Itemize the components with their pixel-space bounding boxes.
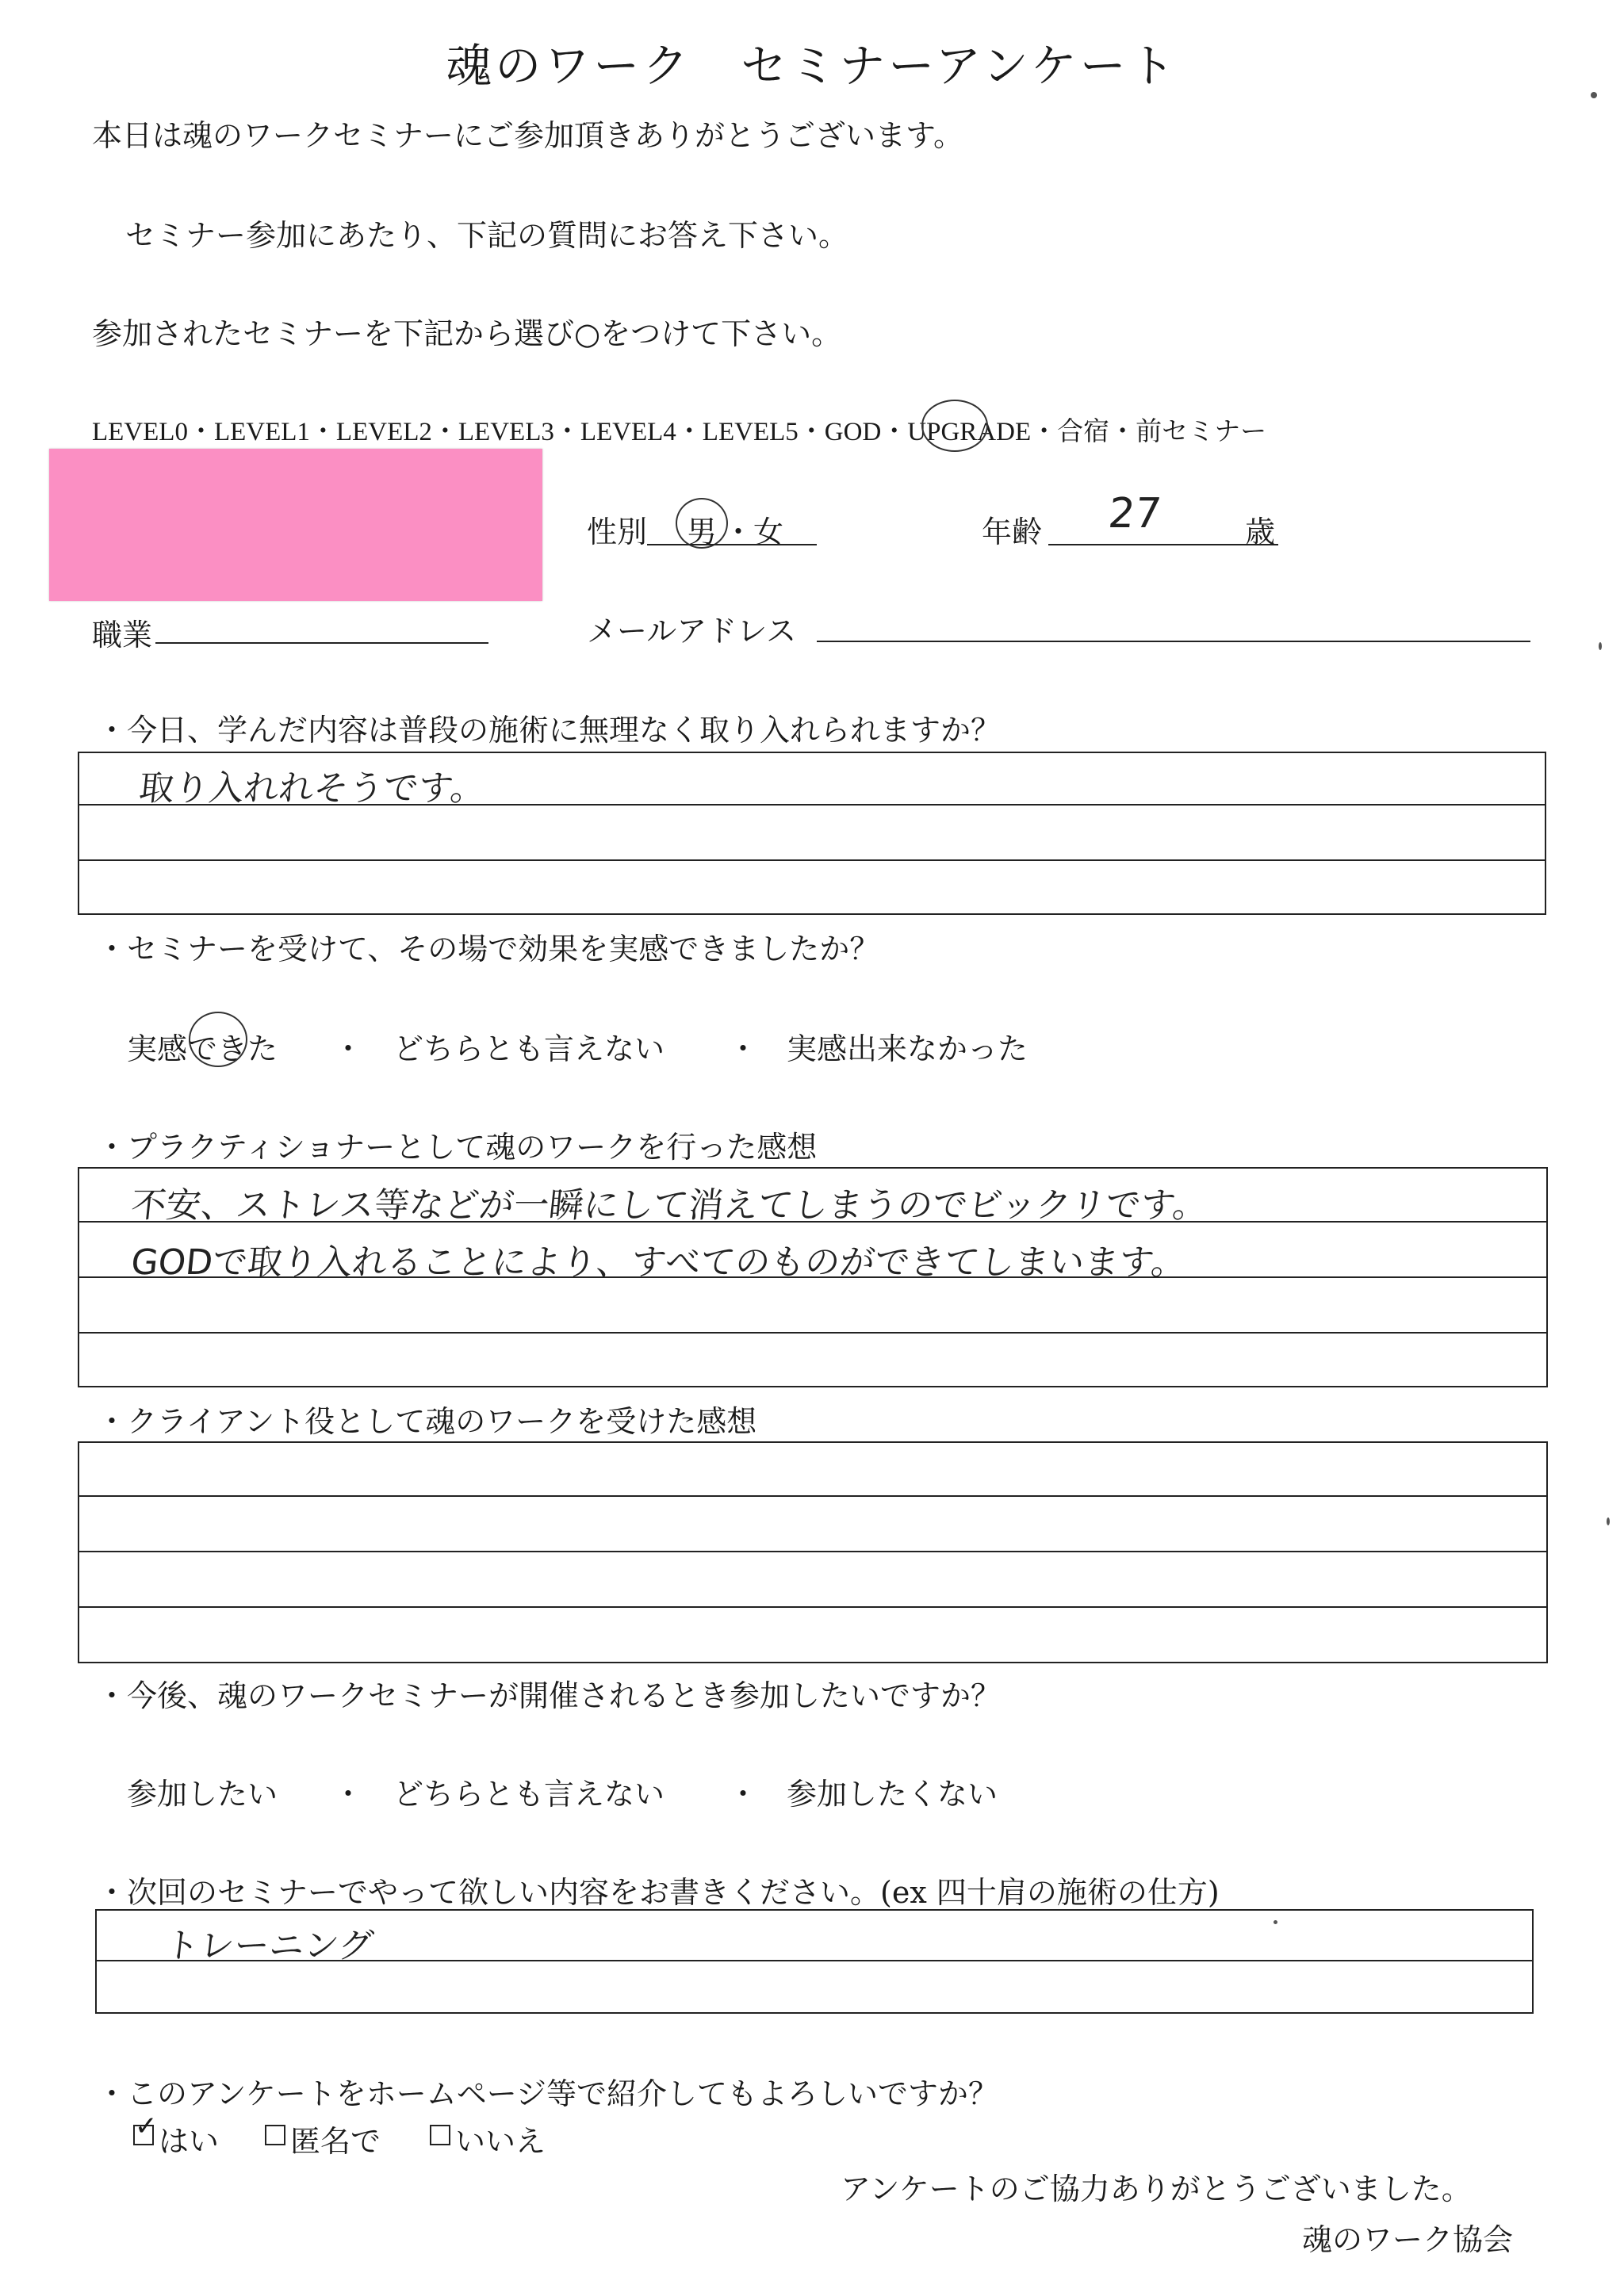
q4-rule-2 [79, 1551, 1546, 1552]
intro-line-3: 参加されたセミナーを下記から選び○をつけて下さい。 [92, 316, 842, 351]
organization-name: 魂のワーク協会 [1302, 2222, 1514, 2257]
q5-separator-1: ・ [333, 1777, 364, 1812]
age-underline [1048, 544, 1278, 545]
intro-line-1: 本日は魂のワークセミナーにご参加頂きありがとうございます。 [92, 118, 963, 153]
seminar-levels-after: ・UPGRADE・合宿・前セミナー [881, 418, 1267, 446]
q5-option-yes[interactable]: 参加したい [127, 1777, 278, 1812]
q5-option-no[interactable]: 参加したくない [787, 1777, 998, 1812]
q1-answer: 取り入れれそうです。 [136, 768, 488, 809]
q4-answer-box[interactable] [78, 1441, 1548, 1663]
q6-answer: トレーニング [162, 1926, 376, 1966]
gender-underline [647, 544, 817, 545]
job-label: 職業 [92, 618, 153, 652]
selection-circle-god [921, 400, 988, 452]
q7-check-mark: ✓ [135, 2110, 158, 2142]
seminar-levels-before: LEVEL0・LEVEL1・LEVEL2・LEVEL3・LEVEL4・LEVEL5・ [92, 418, 825, 446]
q2-selection-circle [189, 1012, 247, 1067]
q7-option-yes: はい [159, 2124, 220, 2159]
closing-message: アンケートのご協力ありがとうございました。 [841, 2172, 1472, 2206]
q2-separator-2: ・ [728, 1031, 759, 1066]
survey-title: 魂のワーク セミナーアンケート [446, 39, 1178, 93]
q1-rule-2 [79, 859, 1545, 861]
q5-question: ・今後、魂のワークセミナーが開催されるとき参加したいですか？ [97, 1678, 1002, 1713]
scan-speck [1274, 1920, 1277, 1924]
q6-question: ・次回のセミナーでやって欲しい内容をお書きください。(ex 四十肩の施術の仕方) [97, 1875, 1220, 1910]
q7-option-no: いいえ [455, 2124, 546, 2159]
seminar-levels [92, 411, 1266, 448]
gender-separator: ・ [723, 515, 754, 549]
gender-label: 性別 [587, 515, 648, 549]
job-field[interactable] [155, 642, 488, 644]
q1-question: ・今日、学んだ内容は普段の施術に無理なく取り入れられますか？ [97, 713, 1002, 748]
q2-option-no[interactable]: 実感出来なかった [787, 1031, 1028, 1066]
age-value[interactable]: 27 [1105, 490, 1164, 538]
q3-rule-3 [79, 1332, 1546, 1334]
intro-line-2: セミナー参加にあたり、下記の質問にお答え下さい。 [125, 218, 849, 253]
gender-male[interactable]: 男 [687, 515, 718, 549]
gender-selection-circle [676, 498, 728, 549]
q2-option-neutral[interactable]: どちらとも言えない [393, 1031, 665, 1066]
q5-separator-2: ・ [728, 1777, 759, 1812]
scan-speck [1591, 92, 1597, 98]
age-label: 年齢 [982, 515, 1043, 549]
scan-speck [1607, 1517, 1610, 1525]
q4-question: ・クライアント役として魂のワークを受けた感想 [97, 1404, 757, 1439]
email-field[interactable] [817, 641, 1530, 642]
q2-separator-1: ・ [333, 1031, 364, 1066]
redaction-sticky-note [49, 449, 542, 601]
q2-option-yes[interactable]: 実感できた [127, 1031, 278, 1066]
seminar-selected[interactable]: GOD [824, 418, 882, 446]
q7-question: ・このアンケートをホームページ等で紹介してもよろしいですか？ [97, 2076, 998, 2111]
age-unit: 歳 [1245, 515, 1276, 549]
q3-question: ・プラクティショナーとして魂のワークを行った感想 [97, 1130, 818, 1165]
gender-female[interactable]: 女 [753, 515, 784, 549]
q7-option-anonymous: 匿名で [290, 2124, 381, 2159]
q7-checkbox-no[interactable] [430, 2125, 450, 2145]
email-label: メールアドレス [587, 614, 797, 649]
q3-answer-line-2: GODで取り入れることにより、すべてのものができてしまいます。 [128, 1242, 1189, 1283]
q4-rule-3 [79, 1606, 1546, 1608]
scan-speck [1599, 642, 1602, 650]
q2-question: ・セミナーを受けて、その場で効果を実感できましたか？ [97, 932, 880, 966]
q5-option-neutral[interactable]: どちらとも言えない [393, 1777, 665, 1812]
q3-answer-line-1: 不安、ストレス等などが一瞬にして消えてしまうのでビックリです。 [128, 1185, 1210, 1226]
q4-rule-1 [79, 1495, 1546, 1497]
q7-checkbox-anonymous[interactable] [265, 2125, 285, 2145]
